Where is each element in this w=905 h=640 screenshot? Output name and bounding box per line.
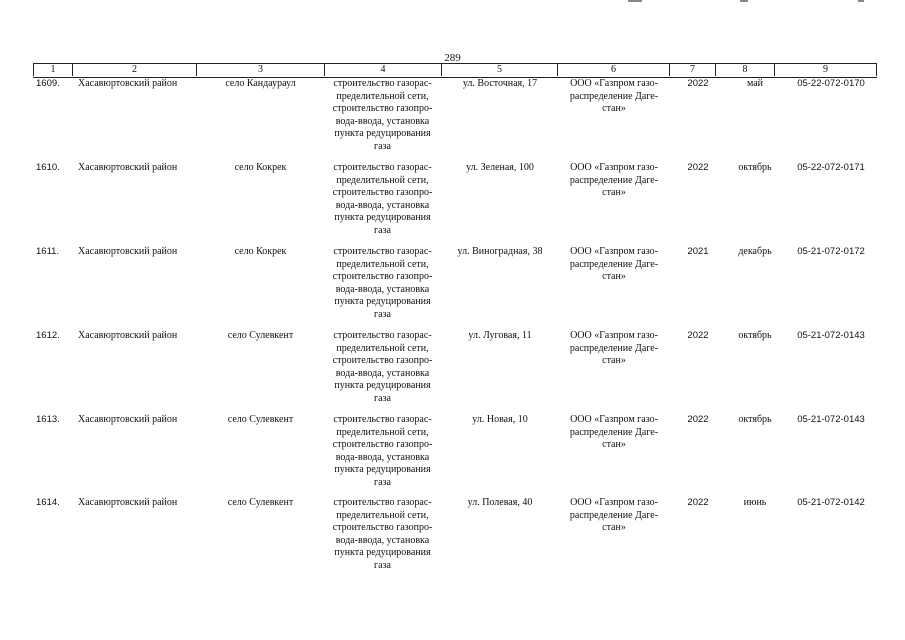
street-cell: ул. Виноградная, 38 bbox=[457, 246, 543, 257]
column-header-5: 5 bbox=[441, 64, 557, 76]
column-header-4: 4 bbox=[324, 64, 441, 76]
code-cell: 05-21-072-0172 bbox=[797, 246, 865, 257]
code-cell: 05-22-072-0171 bbox=[797, 162, 865, 173]
month-cell: октябрь bbox=[738, 330, 772, 341]
scan-mark bbox=[628, 0, 642, 2]
village-cell: село Сулевкент bbox=[227, 330, 294, 341]
district-cell: Хасавюртовский район bbox=[78, 78, 178, 89]
work-description-cell: строительство газорас- пределительной сети, строительство газопро- вода-ввода, установка пункта редуцирования газа bbox=[332, 78, 433, 152]
street-cell: ул. Луговая, 11 bbox=[468, 330, 532, 341]
month-cell: май bbox=[746, 78, 764, 89]
year-cell: 2022 bbox=[687, 414, 709, 425]
village-cell: село Сулевкент bbox=[227, 497, 294, 508]
year-cell: 2022 bbox=[687, 497, 709, 508]
month-cell: октябрь bbox=[738, 162, 772, 173]
work-description-cell: строительство газорас- пределительной сети, строительство газопро- вода-ввода, установка пункта редуцирования газа bbox=[332, 246, 433, 320]
month-cell: декабрь bbox=[738, 246, 772, 257]
code-cell: 05-22-072-0170 bbox=[797, 78, 865, 89]
street-cell: ул. Полевая, 40 bbox=[467, 497, 533, 508]
work-description-cell: строительство газорас- пределительной сети, строительство газопро- вода-ввода, установка пункта редуцирования газа bbox=[332, 162, 433, 236]
row-number: 1611. bbox=[36, 246, 60, 257]
organization-cell: ООО «Газпром газо- распределение Даге- стан» bbox=[569, 497, 659, 533]
organization-cell: ООО «Газпром газо- распределение Даге- стан» bbox=[569, 246, 659, 282]
district-cell: Хасавюртовский район bbox=[78, 497, 178, 508]
row-number: 1610. bbox=[36, 162, 60, 173]
village-cell: село Кокрек bbox=[234, 162, 287, 173]
column-header-3: 3 bbox=[196, 64, 324, 76]
page-number: 289 bbox=[444, 52, 461, 64]
code-cell: 05-21-072-0143 bbox=[797, 414, 865, 425]
work-description-cell: строительство газорас- пределительной сети, строительство газопро- вода-ввода, установка пункта редуцирования газа bbox=[332, 330, 433, 404]
year-cell: 2021 bbox=[687, 246, 709, 257]
organization-cell: ООО «Газпром газо- распределение Даге- стан» bbox=[569, 162, 659, 198]
village-cell: село Кокрек bbox=[234, 246, 287, 257]
row-number: 1609. bbox=[36, 78, 60, 89]
district-cell: Хасавюртовский район bbox=[78, 330, 178, 341]
month-cell: июнь bbox=[743, 497, 767, 508]
column-header-6: 6 bbox=[557, 64, 669, 76]
column-header-9: 9 bbox=[774, 64, 877, 76]
work-description-cell: строительство газорас- пределительной сети, строительство газопро- вода-ввода, установка пункта редуцирования газа bbox=[332, 414, 433, 488]
scan-mark bbox=[858, 0, 864, 2]
street-cell: ул. Новая, 10 bbox=[472, 414, 528, 425]
street-cell: ул. Зеленая, 100 bbox=[466, 162, 534, 173]
street-cell: ул. Восточная, 17 bbox=[462, 78, 538, 89]
year-cell: 2022 bbox=[687, 162, 709, 173]
district-cell: Хасавюртовский район bbox=[78, 162, 178, 173]
village-cell: село Кандаураул bbox=[225, 78, 296, 89]
code-cell: 05-21-072-0142 bbox=[797, 497, 865, 508]
work-description-cell: строительство газорас- пределительной сети, строительство газопро- вода-ввода, установка пункта редуцирования газа bbox=[332, 497, 433, 571]
column-header-8: 8 bbox=[715, 64, 774, 76]
code-cell: 05-21-072-0143 bbox=[797, 330, 865, 341]
year-cell: 2022 bbox=[687, 78, 709, 89]
row-number: 1614. bbox=[36, 497, 60, 508]
year-cell: 2022 bbox=[687, 330, 709, 341]
column-header-7: 7 bbox=[669, 64, 715, 76]
month-cell: октябрь bbox=[738, 414, 772, 425]
table-header bbox=[33, 63, 877, 78]
column-header-2: 2 bbox=[72, 64, 196, 76]
organization-cell: ООО «Газпром газо- распределение Даге- стан» bbox=[569, 78, 659, 114]
village-cell: село Сулевкент bbox=[227, 414, 294, 425]
district-cell: Хасавюртовский район bbox=[78, 414, 178, 425]
organization-cell: ООО «Газпром газо- распределение Даге- стан» bbox=[569, 414, 659, 450]
organization-cell: ООО «Газпром газо- распределение Даге- стан» bbox=[569, 330, 659, 366]
column-header-1: 1 bbox=[33, 64, 72, 76]
district-cell: Хасавюртовский район bbox=[78, 246, 178, 257]
row-number: 1612. bbox=[36, 330, 60, 341]
scan-mark bbox=[740, 0, 748, 2]
row-number: 1613. bbox=[36, 414, 60, 425]
